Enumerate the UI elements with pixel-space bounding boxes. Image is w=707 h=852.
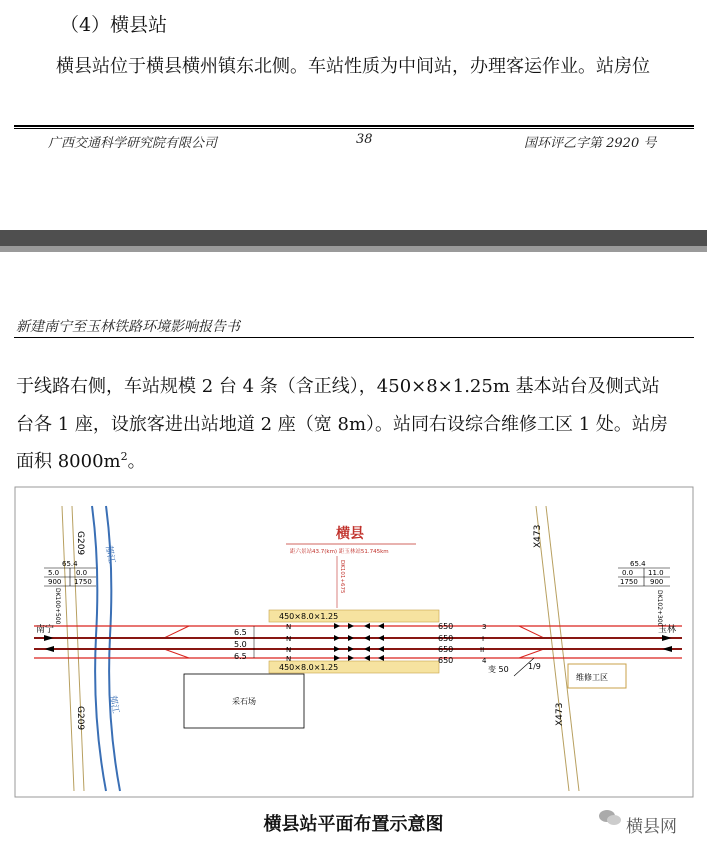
track-number-3: 3 xyxy=(482,623,487,631)
spacing-1: 6.5 xyxy=(234,628,247,637)
page-break-bar xyxy=(0,230,707,246)
road-label-g209-top: G209 xyxy=(75,531,85,556)
footer-org: 广西交通科学研究院有限公司 xyxy=(48,136,218,151)
road-label-x473-bottom: X473 xyxy=(555,702,565,726)
right-table-len-b: 900 xyxy=(650,578,664,586)
length-4: 650 xyxy=(438,656,454,665)
curve-label: 变 50 xyxy=(488,665,509,674)
left-table-len-a: 900 xyxy=(48,578,62,586)
river-label-bottom: 郁江 xyxy=(107,694,121,715)
platform-label-top: 450×8.0×1.25 xyxy=(279,612,339,621)
n-mark-3: N xyxy=(286,646,292,654)
end-label-right: 玉林 xyxy=(658,625,677,635)
right-km-marker: DK102+300 xyxy=(656,590,663,627)
track-number-4: 4 xyxy=(482,657,487,665)
quarry-label: 采石场 xyxy=(232,697,256,706)
body-line-2: 台各 1 座，设旅客进出站地道 2 座（宽 8m）。站同右设综合维修工区 1 处。站房 xyxy=(16,414,668,435)
spacing-3: 6.5 xyxy=(234,652,247,661)
spacing-2: 5.0 xyxy=(234,640,247,649)
footer-rule-thin xyxy=(14,128,694,129)
area-superscript: 2 xyxy=(120,450,128,463)
road-label-x473-top: X473 xyxy=(533,524,543,548)
track-number-ii: II xyxy=(480,646,485,654)
platform-label-bottom: 450×8.0×1.25 xyxy=(279,663,339,672)
left-table-grade-b: 0.0 xyxy=(76,569,88,577)
right-table-elev: 65.4 xyxy=(630,560,646,568)
station-name: 横县 xyxy=(336,526,364,542)
page-number: 38 xyxy=(356,132,373,147)
left-table-grade-a: 5.0 xyxy=(48,569,60,577)
page-break-shadow xyxy=(0,246,707,252)
right-table-len-a: 1750 xyxy=(620,578,638,586)
header-rule xyxy=(14,337,694,338)
center-km: DK101+675 xyxy=(339,560,345,594)
body-line-3 xyxy=(16,447,146,473)
end-label-left: 南宁 xyxy=(36,625,55,635)
footer-rule xyxy=(14,125,694,127)
n-mark-1: N xyxy=(286,623,292,631)
watermark-text: 横县网 xyxy=(626,817,677,837)
n-mark-2: N xyxy=(286,635,292,643)
area-text: 面积 8000m xyxy=(16,451,121,472)
n-mark-4: N xyxy=(286,655,292,663)
turnout-label: 1/9 xyxy=(528,662,541,671)
right-table-grade-a: 0.0 xyxy=(622,569,634,577)
left-table-len-b: 1750 xyxy=(74,578,92,586)
track-number-i: I xyxy=(482,635,485,643)
road-label-g209-bottom: G209 xyxy=(75,706,85,731)
workshop-label: 维修工区 xyxy=(576,673,608,682)
section-heading: （4）横县站 xyxy=(60,14,168,36)
footer-cert: 国环评乙字第 2920 号 xyxy=(524,136,657,151)
left-km-marker: DK100+500 xyxy=(54,588,61,625)
length-1: 650 xyxy=(438,622,454,631)
area-end: 。 xyxy=(127,451,146,472)
left-table-elev: 65.4 xyxy=(62,560,78,568)
body-line-1: 于线路右侧，车站规模 2 台 4 条（含正线），450×8×1.25m 基本站台及侧式站 xyxy=(16,376,660,397)
paragraph-line: 横县站位于横县横州镇东北侧。车站性质为中间站，办理客运作业。站房位 xyxy=(56,56,650,77)
river-label-top: 郁江 xyxy=(103,544,117,565)
figure-caption: 横县站平面布置示意图 xyxy=(263,814,444,835)
wechat-icon xyxy=(598,808,622,828)
station-subtitle: 距六景站43.7(km) 距玉林站51.745km xyxy=(290,549,389,555)
length-3: 650 xyxy=(438,645,454,654)
running-header: 新建南宁至玉林铁路环境影响报告书 xyxy=(16,319,240,335)
right-table-grade-b: 11.0 xyxy=(648,569,664,577)
station-layout-diagram xyxy=(14,486,694,798)
length-2: 650 xyxy=(438,634,454,643)
